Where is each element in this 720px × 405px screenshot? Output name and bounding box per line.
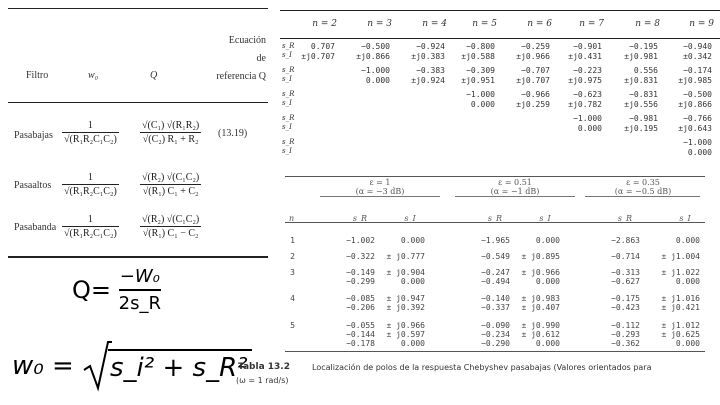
pole-imag-part: ± j0.597	[386, 330, 425, 339]
pole-imag-part: ± j0.904	[386, 268, 425, 277]
pole-real-part: −0.144	[346, 330, 375, 339]
pole-real-part: −0.175	[611, 294, 640, 303]
pole-real-part: −0.178	[346, 339, 375, 348]
column-header: s_R	[617, 214, 633, 223]
pole-real-part: −0.423	[611, 303, 640, 312]
q-bottom: √(R₁) C₁ + C₂	[142, 186, 199, 197]
pole-imag-part: ±j0.831	[624, 76, 658, 85]
pole-real-part: −0.090	[481, 321, 510, 330]
pole-real-part: −0.714	[611, 252, 640, 261]
pole-real-part: −0.259	[521, 42, 550, 51]
pole-real-part: −0.707	[521, 66, 550, 75]
group-alpha: (α = −0.5 dB)	[614, 187, 672, 196]
pole-imag-part: ±j0.951	[461, 76, 495, 85]
pole-real-part: −0.549	[481, 252, 510, 261]
pole-real-part: −0.831	[629, 90, 658, 99]
w0-fraction	[62, 120, 119, 145]
pole-imag-part: ± j0.990	[521, 321, 560, 330]
row-label-si: s_I	[282, 75, 292, 83]
header-ref	[200, 32, 266, 86]
row-filter-name: Pasabajas	[14, 130, 53, 141]
pole-imag-part: ± j0.407	[521, 303, 560, 312]
group-epsilon: ε = 0.35	[626, 178, 660, 187]
pole-real-part: −0.140	[481, 294, 510, 303]
pole-real-part: −0.112	[611, 321, 640, 330]
w0-fraction	[62, 172, 119, 197]
pole-real-part: −0.309	[466, 66, 495, 75]
pole-real-part: 0.707	[310, 42, 335, 51]
pole-imag-part: 0.000	[400, 339, 425, 348]
row-label-sr: s_R	[282, 138, 295, 146]
header-ref-line1: Ecuación	[228, 35, 266, 46]
column-header: s_R	[487, 214, 503, 223]
pole-real-part: −0.223	[573, 66, 602, 75]
pole-real-part: −0.966	[521, 90, 550, 99]
w0-fraction	[62, 214, 119, 239]
pole-imag-part: ±j0.707	[516, 76, 550, 85]
pole-imag-part: ± j0.966	[521, 268, 560, 277]
pole-imag-part: ±j0.924	[411, 76, 445, 85]
pole-imag-part: ± j1.004	[661, 252, 700, 261]
group-epsilon: ε = 0.51	[498, 178, 532, 187]
q-top: √(R₂) √(C₁C₂)	[142, 214, 200, 225]
pole-imag-part: 0.000	[470, 100, 495, 109]
pole-imag-part: ± j1.016	[661, 294, 700, 303]
table-top-rule	[280, 10, 720, 11]
pole-real-part: −0.362	[611, 339, 640, 348]
pole-real-part: −0.494	[481, 277, 510, 286]
table-top-rule	[285, 176, 705, 177]
q-expression	[140, 214, 201, 239]
pole-imag-part: ±0.342	[683, 52, 712, 61]
column-header-n: n = 8	[635, 19, 660, 29]
pole-real-part: −0.623	[573, 90, 602, 99]
pole-imag-part: ±j0.985	[678, 76, 712, 85]
formula-q-numerator: −W₀	[119, 266, 160, 287]
column-header-n: n = 2	[312, 19, 337, 29]
row-filter-name: Pasabanda	[14, 222, 57, 233]
pole-real-part: −0.940	[683, 42, 712, 51]
pole-imag-part: ±j0.966	[516, 52, 550, 61]
pole-imag-part: ±j0.195	[624, 124, 658, 133]
pole-real-part: −0.299	[346, 277, 375, 286]
pole-real-part: −0.247	[481, 268, 510, 277]
column-header-n: n = 4	[422, 19, 447, 29]
row-label-si: s_I	[282, 123, 292, 131]
w0-denominator: √(R₁R₂C₁C₂)	[64, 186, 117, 197]
pole-real-part: −0.500	[683, 90, 712, 99]
row-label-si: s_I	[282, 99, 292, 107]
pole-imag-part: 0.000	[675, 339, 700, 348]
row-order-n: 4	[290, 294, 295, 303]
row-label-si: s_I	[282, 147, 292, 155]
pole-imag-part: 0.000	[535, 236, 560, 245]
pole-real-part: −0.322	[346, 252, 375, 261]
formula-w0-radicand: s_i² + s_R²	[108, 349, 252, 383]
header-ref-line2: de	[256, 53, 266, 64]
pole-real-part: −0.800	[466, 42, 495, 51]
column-header: s_I	[539, 214, 551, 223]
column-header-n: n = 5	[472, 19, 497, 29]
pole-imag-part: ±j0.643	[678, 124, 712, 133]
table-caption-text: Localización de polos de la respuesta Chebyshev pasabajas (Valores orientados para	[312, 363, 652, 372]
column-header: s_I	[404, 214, 416, 223]
formula-w0-lhs: w₀ =	[12, 351, 74, 381]
pole-imag-part: ± j0.421	[661, 303, 700, 312]
pole-imag-part: 0.000	[400, 236, 425, 245]
pole-imag-part: ±j0.782	[568, 100, 602, 109]
table-header-rule	[280, 38, 720, 39]
formula-q-fraction	[119, 266, 161, 314]
row-label-si: s_I	[282, 51, 292, 59]
filter-table	[0, 0, 268, 258]
q-expression	[140, 172, 201, 197]
pole-real-part: −0.234	[481, 330, 510, 339]
header-w0: w₀	[88, 70, 99, 81]
table-caption-label: Tabla 13.2	[238, 362, 290, 372]
w0-numerator: 1	[87, 120, 93, 131]
pole-real-part: −1.965	[481, 236, 510, 245]
pole-imag-part: ± j0.947	[386, 294, 425, 303]
pole-imag-part: ±j0.707	[301, 52, 335, 61]
row-filter-name: Pasaaltos	[14, 180, 52, 191]
pole-real-part: −1.000	[573, 114, 602, 123]
pole-real-part: −0.290	[481, 339, 510, 348]
pole-imag-part: ±j0.866	[678, 100, 712, 109]
pole-imag-part: ± j0.625	[661, 330, 700, 339]
row-order-n: 1	[290, 236, 295, 245]
pole-imag-part: ± j0.612	[521, 330, 560, 339]
pole-real-part: −0.174	[683, 66, 712, 75]
row-label-sr: s_R	[282, 66, 295, 74]
pole-real-part: −0.313	[611, 268, 640, 277]
butterworth-pole-table	[280, 8, 720, 168]
pole-real-part: −0.766	[683, 114, 712, 123]
pole-real-part: −1.000	[683, 138, 712, 147]
pole-real-part: −0.337	[481, 303, 510, 312]
q-bottom: √(C₂) R₁ + R₂	[142, 134, 199, 145]
header-q: Q	[150, 70, 158, 81]
column-header-n: n = 9	[689, 19, 714, 29]
pole-imag-part: ±j0.866	[356, 52, 390, 61]
column-header-n: n = 6	[527, 19, 552, 29]
column-header-n: n	[289, 214, 295, 223]
table-bottom-rule	[285, 351, 705, 352]
column-header-n: n = 7	[579, 19, 604, 29]
pole-imag-part: ± j0.392	[386, 303, 425, 312]
pole-imag-part: ± j0.966	[386, 321, 425, 330]
chebyshev-pole-table	[285, 176, 720, 352]
row-label-sr: s_R	[282, 114, 295, 122]
pole-real-part: −0.500	[361, 42, 390, 51]
q-top: √(C₁) √(R₁R₂)	[142, 120, 200, 131]
pole-imag-part: ± j0.983	[521, 294, 560, 303]
table-bottom-rule	[8, 256, 268, 258]
pole-real-part: −0.293	[611, 330, 640, 339]
pole-real-part: −1.000	[361, 66, 390, 75]
pole-imag-part: 0.000	[535, 277, 560, 286]
pole-real-part: −0.901	[573, 42, 602, 51]
pole-imag-part: 0.000	[535, 339, 560, 348]
w0-numerator: 1	[87, 172, 93, 183]
row-order-n: 5	[290, 321, 295, 330]
pole-imag-part: 0.000	[365, 76, 390, 85]
formula-q-lhs: Q=	[72, 275, 111, 304]
pole-real-part: −0.924	[416, 42, 445, 51]
pole-imag-part: ±j0.259	[516, 100, 550, 109]
formula-q	[72, 266, 161, 314]
group-epsilon: ε = 1	[369, 178, 391, 187]
pole-imag-part: ±j0.975	[568, 76, 602, 85]
pole-real-part: −0.149	[346, 268, 375, 277]
pole-real-part: −0.195	[629, 42, 658, 51]
pole-real-part: −0.627	[611, 277, 640, 286]
w0-denominator: √(R₁R₂C₁C₂)	[64, 228, 117, 239]
pole-real-part: −0.055	[346, 321, 375, 330]
w0-denominator: √(R₁R₂C₁C₂)	[64, 134, 117, 145]
w0-numerator: 1	[87, 214, 93, 225]
pole-imag-part: 0.000	[687, 148, 712, 157]
column-header: s_I	[679, 214, 691, 223]
pole-real-part: −1.002	[346, 236, 375, 245]
pole-imag-part: ± j0.777	[386, 252, 425, 261]
header-filter: Filtro	[26, 70, 49, 81]
pole-imag-part: 0.000	[675, 277, 700, 286]
formula-q-denominator: 2s_R	[118, 292, 161, 314]
row-label-sr: s_R	[282, 90, 295, 98]
pole-real-part: −0.383	[416, 66, 445, 75]
q-expression	[140, 120, 201, 145]
pole-real-part: −2.863	[611, 236, 640, 245]
table-caption-sub: (ω = 1 rad/s)	[236, 376, 289, 385]
row-order-n: 2	[290, 252, 295, 261]
table-top-rule	[8, 8, 268, 9]
pole-imag-part: ±j0.383	[411, 52, 445, 61]
q-top: √(R₂) √(C₁C₂)	[142, 172, 200, 183]
row-label-sr: s_R	[282, 42, 295, 50]
table-header-rule	[8, 102, 268, 103]
pole-imag-part: ± j0.895	[521, 252, 560, 261]
pole-imag-part: ± j1.022	[661, 268, 700, 277]
row-order-n: 3	[290, 268, 295, 277]
column-header-n: n = 3	[367, 19, 392, 29]
pole-imag-part: ±j0.431	[568, 52, 602, 61]
group-alpha: (α = −1 dB)	[490, 187, 540, 196]
pole-real-part: −0.981	[629, 114, 658, 123]
pole-imag-part: ±j0.981	[624, 52, 658, 61]
pole-imag-part: ± j1.012	[661, 321, 700, 330]
pole-imag-part: 0.000	[400, 277, 425, 286]
pole-real-part: 0.556	[633, 66, 658, 75]
header-ref-line3: referencia Q	[216, 71, 266, 82]
pole-real-part: −0.206	[346, 303, 375, 312]
group-alpha: (α = −3 dB)	[355, 187, 405, 196]
pole-real-part: −0.085	[346, 294, 375, 303]
row-ref: (13.19)	[218, 128, 248, 139]
pole-imag-part: ±j0.588	[461, 52, 495, 61]
column-header: s_R	[352, 214, 368, 223]
pole-imag-part: ±j0.556	[624, 100, 658, 109]
pole-real-part: −1.000	[466, 90, 495, 99]
formula-w0	[12, 340, 252, 392]
pole-imag-part: 0.000	[577, 124, 602, 133]
pole-imag-part: 0.000	[675, 236, 700, 245]
q-bottom: √(R₁) C₁ − C₂	[142, 228, 199, 239]
